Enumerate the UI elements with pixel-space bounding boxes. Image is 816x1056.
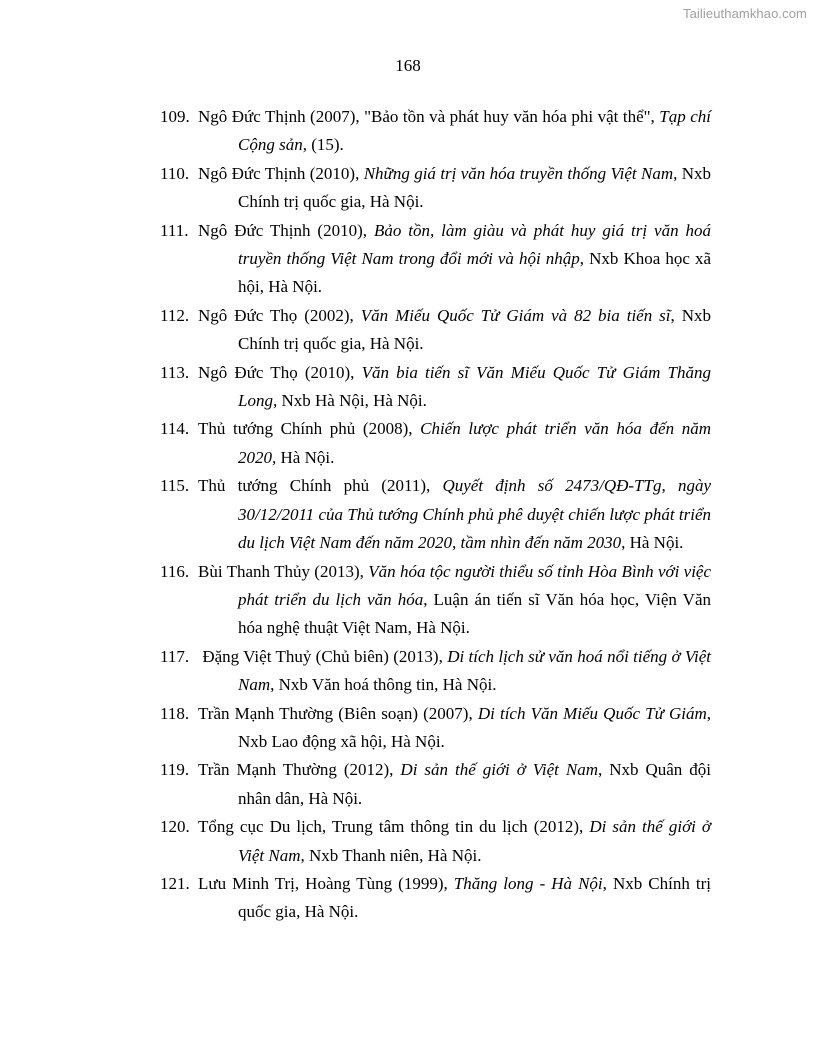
reference-text: Nxb Hà Nội, Hà Nội. [277, 391, 427, 411]
reference-title: Văn Miếu Quốc Tử Giám và 82 bia tiến sĩ [360, 305, 671, 325]
reference-text: Ngô Đức Thịnh (2010), [198, 220, 374, 240]
reference-number: 110. [160, 163, 190, 183]
reference-text: , Nxb Văn hoá thông tin, Hà Nội. [270, 675, 497, 695]
reference-text: , (15). [302, 135, 344, 155]
reference-text: Bùi Thanh Thủy (2013), [198, 561, 369, 581]
reference-title: Văn hóa tộc người thiểu số tỉnh Hòa Bình với việc phát triển du lịch văn hóa [238, 561, 712, 609]
reference-title: Di sản thế giới ở Việt Nam [238, 817, 711, 865]
reference-text: , Nxb Lao động xã hội, Hà Nội. [238, 703, 711, 751]
reference-item [160, 359, 711, 416]
reference-item [160, 643, 711, 700]
reference-text: Thủ tướng Chính phủ (2008), [198, 419, 421, 439]
reference-number: 114. [160, 419, 190, 439]
reference-text: Trần Mạnh Thường (Biên soạn) (2007), [198, 703, 478, 723]
reference-number: 113. [160, 362, 190, 382]
reference-title: Quyết định số 2473/QĐ-TTg, ngày 30/12/2011 của Thủ tướng Chính phủ phê duyệt chiến lược phát triển du lịch Việt Nam đến năm 2020, tầm nhìn đến năm 2030 [238, 476, 711, 553]
reference-number: 116. [160, 561, 190, 581]
reference-text: Đặng Việt Thuỷ (Chủ biên) (2013), [198, 646, 448, 666]
reference-title: Bảo tồn, làm giàu và phát huy giá trị văn hoá truyền thống Việt Nam trong đổi mới và hội nhập [238, 220, 712, 269]
reference-number: 117. [160, 646, 190, 666]
reference-number: 119. [160, 760, 190, 780]
reference-text: Tổng cục Du lịch, Trung tâm thông tin du lịch (2012), [198, 817, 590, 837]
reference-item [160, 700, 711, 757]
reference-number: 121. [160, 873, 190, 893]
reference-item [160, 558, 711, 643]
reference-text: Hà Nội. [276, 447, 335, 467]
reference-item [160, 813, 711, 870]
reference-title: Di tích lịch sử văn hoá nổi tiếng ở Việt Nam [238, 646, 712, 695]
reference-title: Di sản thế giới ở Việt Nam [400, 760, 598, 780]
reference-title: Tạp chí Cộng sản [238, 107, 711, 155]
reference-text: Lưu Minh Trị, Hoàng Tùng (1999), [198, 873, 454, 893]
reference-text: , Nxb Chính trị quốc gia, Hà Nội. [238, 163, 712, 212]
watermark: Tailieuthamkhao.com [682, 6, 807, 21]
reference-list [160, 103, 711, 927]
reference-text: Ngô Đức Thịnh (2010), [198, 163, 364, 183]
reference-text: , Nxb Thanh niên, Hà Nội. [300, 845, 482, 865]
reference-item [160, 415, 711, 472]
reference-item [160, 472, 711, 557]
reference-text: Ngô Đức Thịnh (2007), "Bảo tồn và phát huy văn hóa phi vật thể", [198, 107, 660, 126]
reference-number: 118. [160, 703, 190, 723]
reference-item [160, 160, 711, 217]
reference-item [160, 217, 711, 302]
reference-text: , Nxb Khoa học xã hội, Hà Nội. [238, 249, 711, 297]
reference-number: 109. [160, 107, 190, 126]
reference-text: , Hà Nội. [621, 533, 684, 553]
reference-number: 115. [160, 476, 190, 496]
reference-text: , Nxb Quân đội nhân dân, Hà Nội. [238, 760, 711, 808]
reference-number: 112. [160, 305, 190, 325]
reference-title: Di tích Văn Miếu Quốc Tử Giám [477, 703, 707, 723]
reference-title: Văn bia tiến sĩ Văn Miếu Quốc Tử Giám Thăng Long, [238, 362, 711, 411]
reference-title: Thăng long - Hà Nội [453, 873, 603, 893]
reference-text: Thủ tướng Chính phủ (2011), [198, 476, 443, 496]
reference-item [160, 302, 711, 359]
reference-number: 111. [160, 220, 189, 240]
reference-item [160, 103, 711, 160]
reference-text: , Nxb Chính trị quốc gia, Hà Nội. [238, 305, 711, 354]
reference-item [160, 756, 711, 813]
reference-text: Ngô Đức Thọ (2002), [198, 305, 361, 325]
reference-title: Chiến lược phát triển văn hóa đến năm 2020, [238, 419, 711, 467]
reference-text: , Luận án tiến sĩ Văn hóa học, Viện Văn hóa nghệ thuật Việt Nam, Hà Nội. [238, 589, 711, 638]
reference-title: Những giá trị văn hóa truyền thống Việt Nam [363, 163, 674, 183]
reference-text: , Nxb Chính trị quốc gia, Hà Nội. [238, 873, 711, 922]
reference-item [160, 870, 711, 927]
reference-number: 120. [160, 817, 190, 837]
page-number: 168 [395, 56, 421, 75]
reference-text: Trần Mạnh Thường (2012), [198, 760, 401, 780]
reference-text: Ngô Đức Thọ (2010), [198, 362, 362, 382]
